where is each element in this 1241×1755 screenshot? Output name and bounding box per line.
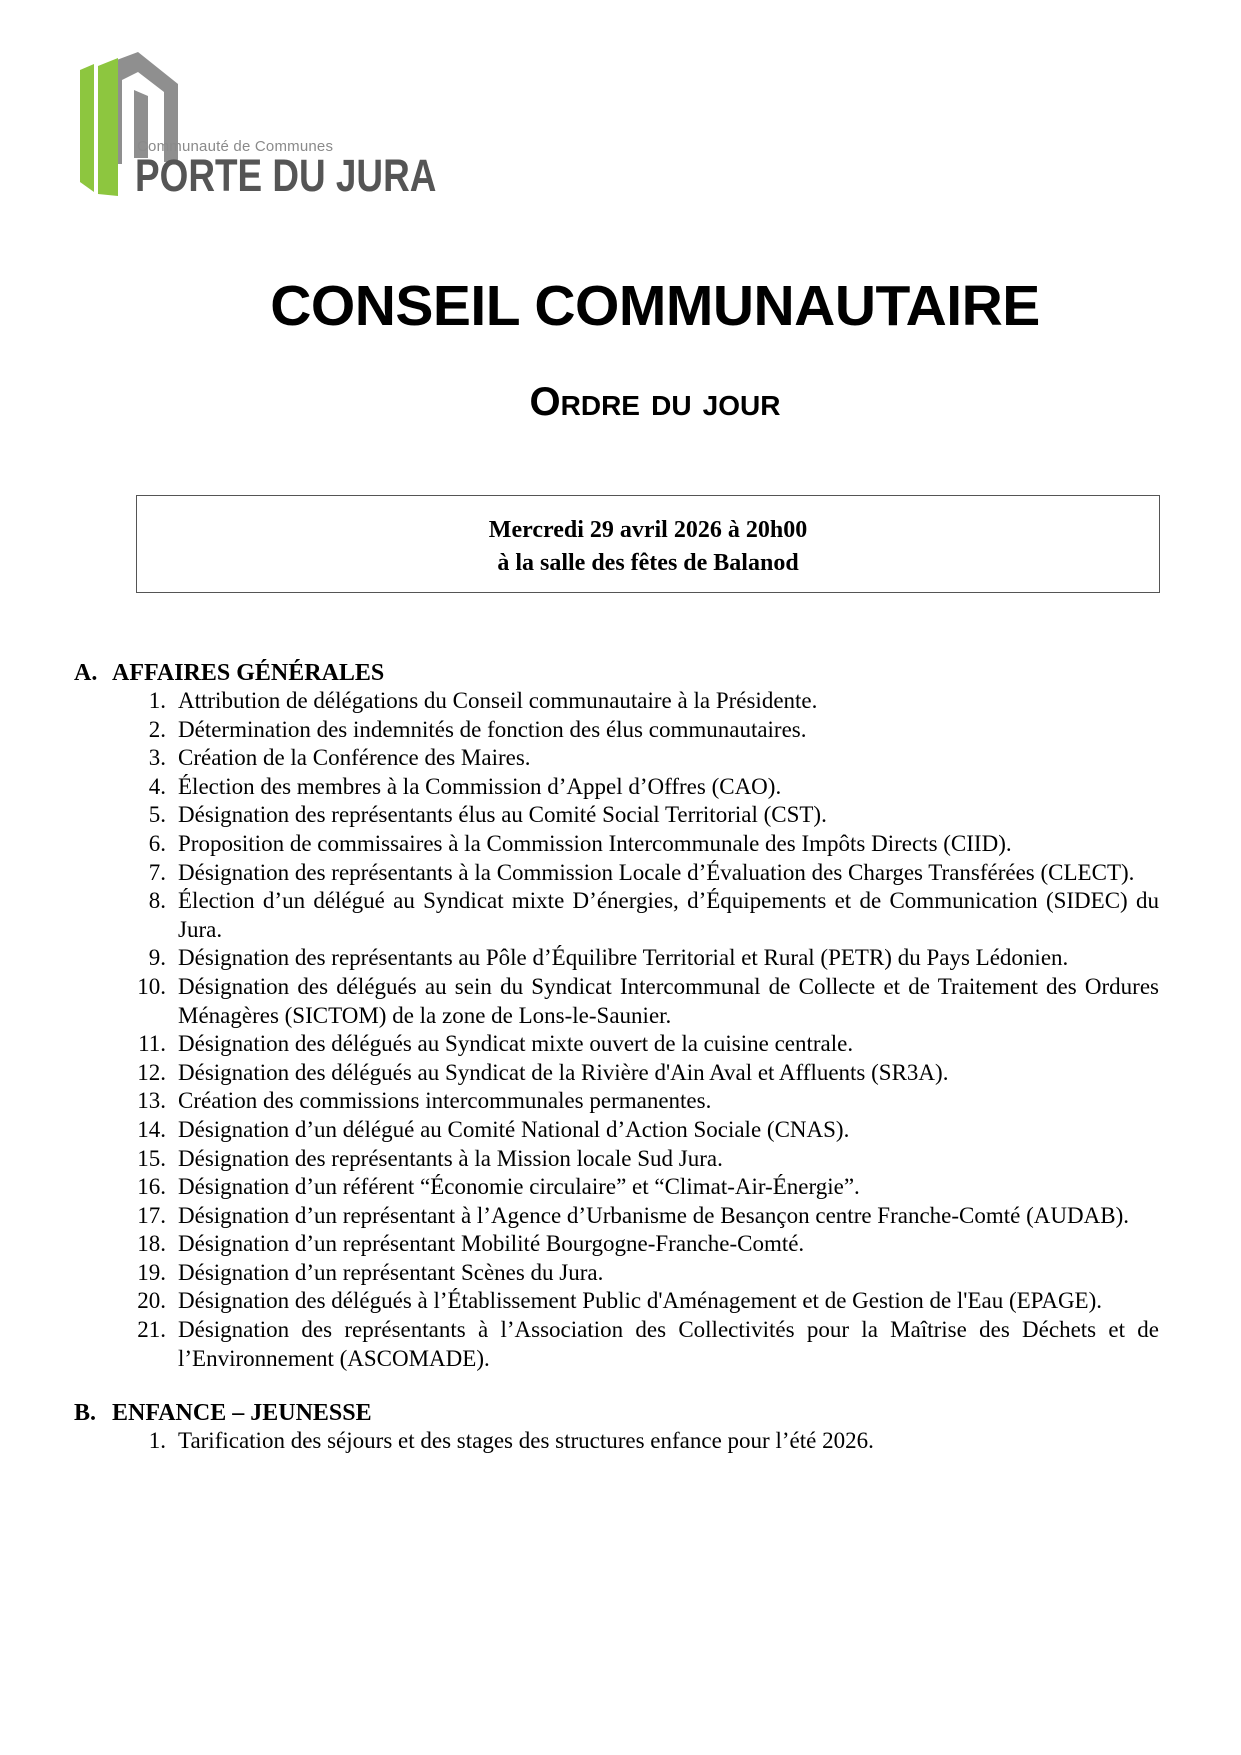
agenda-section bbox=[74, 659, 1159, 1373]
section-title: AFFAIRES GÉNÉRALES bbox=[112, 660, 385, 686]
agenda-item-number: 6. bbox=[148, 830, 166, 856]
agenda-item bbox=[74, 1173, 1159, 1202]
section-heading bbox=[74, 1399, 1159, 1427]
agenda-item-number: 11. bbox=[138, 1031, 166, 1057]
agenda-item bbox=[74, 1427, 1159, 1456]
agenda-item-number: 13. bbox=[137, 1088, 166, 1114]
agenda-item bbox=[74, 973, 1159, 1030]
agenda-item-number: 14. bbox=[137, 1116, 166, 1142]
agenda-item-text: Désignation d’un référent “Économie circulaire” et “Climat-Air-Énergie”. bbox=[178, 1174, 860, 1200]
agenda bbox=[74, 659, 1159, 1482]
agenda-item-text: Désignation des délégués au sein du Syndicat Intercommunal de Collecte et de Traitement des Ordures Ménagères (SICTOM) de la zone de Lons-le-Saunier. bbox=[178, 973, 1159, 1028]
agenda-item-number: 16. bbox=[137, 1174, 166, 1200]
agenda-item bbox=[74, 1287, 1159, 1316]
meeting-date: Mercredi 29 avril 2026 à 20h00 bbox=[488, 517, 808, 543]
agenda-item bbox=[74, 1202, 1159, 1231]
agenda-list bbox=[74, 1427, 1159, 1456]
agenda-item-text: Création des commissions intercommunales permanentes. bbox=[178, 1088, 712, 1114]
agenda-item bbox=[74, 1230, 1159, 1259]
agenda-item-number: 18. bbox=[137, 1231, 166, 1257]
agenda-item-number: 9. bbox=[148, 945, 166, 971]
agenda-item-number: 19. bbox=[137, 1259, 166, 1285]
agenda-list bbox=[74, 687, 1159, 1373]
section-heading bbox=[74, 659, 1159, 687]
agenda-item bbox=[74, 1059, 1159, 1088]
agenda-section bbox=[74, 1399, 1159, 1456]
agenda-item bbox=[74, 1030, 1159, 1059]
agenda-item-text: Désignation des représentants à la Commission Locale d’Évaluation des Charges Transférées (CLECT). bbox=[178, 859, 1135, 885]
agenda-item-text: Création de la Conférence des Maires. bbox=[178, 745, 531, 771]
agenda-item-text: Élection d’un délégué au Syndicat mixte D’énergies, d’Équipements et de Communication (SIDEC) du Jura. bbox=[178, 888, 1159, 942]
agenda-item-text: Désignation d’un représentant Scènes du Jura. bbox=[178, 1259, 604, 1285]
agenda-item-number: 15. bbox=[137, 1145, 166, 1171]
agenda-item-number: 20. bbox=[137, 1288, 166, 1314]
logo bbox=[78, 52, 437, 202]
agenda-item-number: 10. bbox=[137, 973, 166, 999]
agenda-item bbox=[74, 773, 1159, 802]
agenda-item bbox=[74, 1259, 1159, 1288]
logo-subtitle: Communauté de Communes bbox=[137, 138, 334, 155]
section-letter: A. bbox=[74, 660, 98, 686]
agenda-item-text: Détermination des indemnités de fonction des élus communautaires. bbox=[178, 716, 807, 742]
logo-name: PORTE DU JURA bbox=[135, 150, 437, 201]
agenda-item-number: 4. bbox=[148, 773, 166, 799]
agenda-item-text: Tarification des séjours et des stages des structures enfance pour l’été 2026. bbox=[178, 1428, 874, 1454]
agenda-item-number: 3. bbox=[148, 745, 166, 771]
agenda-item bbox=[74, 1145, 1159, 1174]
agenda-item-text: Proposition de commissaires à la Commission Intercommunale des Impôts Directs (CIID). bbox=[178, 830, 1012, 856]
agenda-item bbox=[74, 830, 1159, 859]
page-subtitle: Ordre du jour bbox=[529, 380, 781, 424]
section-letter: B. bbox=[74, 1400, 97, 1427]
page-title: CONSEIL COMMUNAUTAIRE bbox=[270, 274, 1040, 338]
agenda-item-text: Désignation des représentants au Pôle d’Équilibre Territorial et Rural (PETR) du Pays Lédonien. bbox=[178, 945, 1069, 971]
agenda-item-text: Désignation des délégués à l’Établissement Public d'Aménagement et de Gestion de l'Eau (EPAGE). bbox=[178, 1288, 1103, 1314]
agenda-item-number: 5. bbox=[148, 802, 166, 828]
agenda-item-text: Désignation des représentants à la Mission locale Sud Jura. bbox=[178, 1145, 723, 1171]
agenda-item-text: Désignation d’un représentant à l’Agence d’Urbanisme de Besançon centre Franche-Comté (AUDAB). bbox=[178, 1202, 1129, 1228]
agenda-item bbox=[74, 1316, 1159, 1373]
agenda-item-number: 7. bbox=[148, 859, 166, 885]
agenda-item-text: Élection des membres à la Commission d’Appel d’Offres (CAO). bbox=[178, 773, 782, 799]
meeting-info-box bbox=[136, 495, 1160, 593]
agenda-item-text: Attribution de délégations du Conseil communautaire à la Présidente. bbox=[178, 688, 818, 713]
agenda-item bbox=[74, 744, 1159, 773]
agenda-item bbox=[74, 801, 1159, 830]
agenda-item-text: Désignation des représentants élus au Comité Social Territorial (CST). bbox=[178, 802, 827, 828]
agenda-item bbox=[74, 887, 1159, 944]
agenda-item-number: 1. bbox=[148, 688, 166, 713]
agenda-item-number: 12. bbox=[137, 1059, 166, 1085]
agenda-item-number: 2. bbox=[148, 716, 166, 742]
agenda-item-number: 17. bbox=[137, 1202, 166, 1228]
agenda-item-text: Désignation d’un délégué au Comité National d’Action Sociale (CNAS). bbox=[178, 1116, 850, 1142]
agenda-item-number: 8. bbox=[148, 888, 166, 914]
agenda-item bbox=[74, 1087, 1159, 1116]
agenda-item bbox=[74, 1116, 1159, 1145]
agenda-item bbox=[74, 944, 1159, 973]
section-title: ENFANCE – JEUNESSE bbox=[112, 1400, 372, 1427]
agenda-item-number: 21. bbox=[137, 1317, 166, 1343]
agenda-item-text: Désignation des délégués au Syndicat mixte ouvert de la cuisine centrale. bbox=[178, 1031, 854, 1057]
meeting-place: à la salle des fêtes de Balanod bbox=[497, 550, 799, 576]
agenda-item-text: Désignation des délégués au Syndicat de la Rivière d'Ain Aval et Affluents (SR3A). bbox=[178, 1059, 949, 1085]
agenda-item-text: Désignation des représentants à l’Association des Collectivités pour la Maîtrise des Déchets et de l’Environnement (ASCOMADE). bbox=[178, 1317, 1159, 1371]
agenda-item bbox=[74, 716, 1159, 745]
agenda-item-number: 1. bbox=[148, 1428, 166, 1454]
agenda-item bbox=[74, 687, 1159, 716]
agenda-item-text: Désignation d’un représentant Mobilité Bourgogne-Franche-Comté. bbox=[178, 1231, 805, 1257]
agenda-item bbox=[74, 859, 1159, 888]
